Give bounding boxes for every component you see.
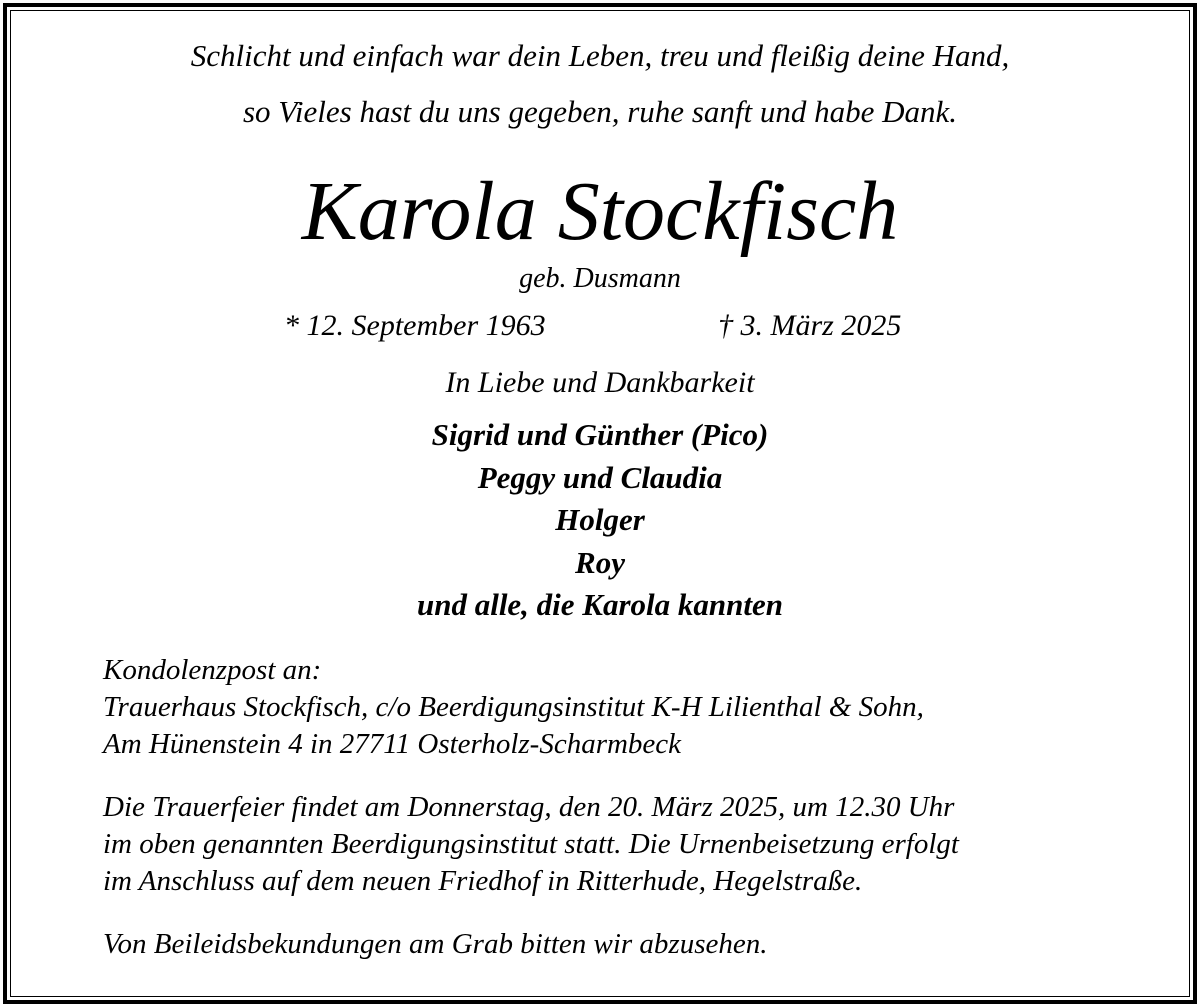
signer: Sigrid und Günther (Pico)	[431, 417, 769, 452]
signer: Holger	[555, 502, 645, 537]
condolence-block	[103, 652, 1163, 763]
condolence-heading: Kondolenzpost an:	[103, 654, 322, 686]
death-date: † 3. März 2025	[718, 309, 902, 342]
signers-list	[0, 414, 1200, 627]
ceremony-block	[103, 789, 1163, 900]
condolence-address-line-2: Am Hünenstein 4 in 27711 Osterholz-Scharmbeck	[103, 728, 682, 760]
verse-line-2: so Vieles hast du uns gegeben, ruhe sanft und habe Dank.	[242, 94, 958, 129]
signer: Roy	[575, 544, 625, 580]
deceased-name: Karola Stockfisch	[301, 165, 899, 258]
verse-line-1: Schlicht und einfach war dein Leben, treu und fleißig deine Hand,	[190, 38, 1010, 73]
signer: Peggy und Claudia	[477, 459, 723, 495]
condolence-address-line-1: Trauerhaus Stockfisch, c/o Beerdigungsinstitut K-H Lilienthal & Sohn,	[103, 691, 924, 723]
birth-name: geb. Dusmann	[519, 263, 681, 294]
birth-date: * 12. September 1963	[284, 309, 546, 342]
ceremony-line-2: im oben genannten Beerdigungsinstitut statt. Die Urnenbeisetzung erfolgt	[103, 828, 959, 860]
ceremony-line-1: Die Trauerfeier findet am Donnerstag, den 20. März 2025, um 12.30 Uhr	[103, 791, 955, 823]
ceremony-line-3: im Anschluss auf dem neuen Friedhof in Ritterhude, Hegelstraße.	[103, 865, 863, 897]
signer: und alle, die Karola kannten	[416, 587, 784, 622]
closing-note: Von Beileidsbekundungen am Grab bitten wir abzusehen.	[103, 928, 768, 960]
dedication: In Liebe und Dankbarkeit	[445, 366, 755, 399]
